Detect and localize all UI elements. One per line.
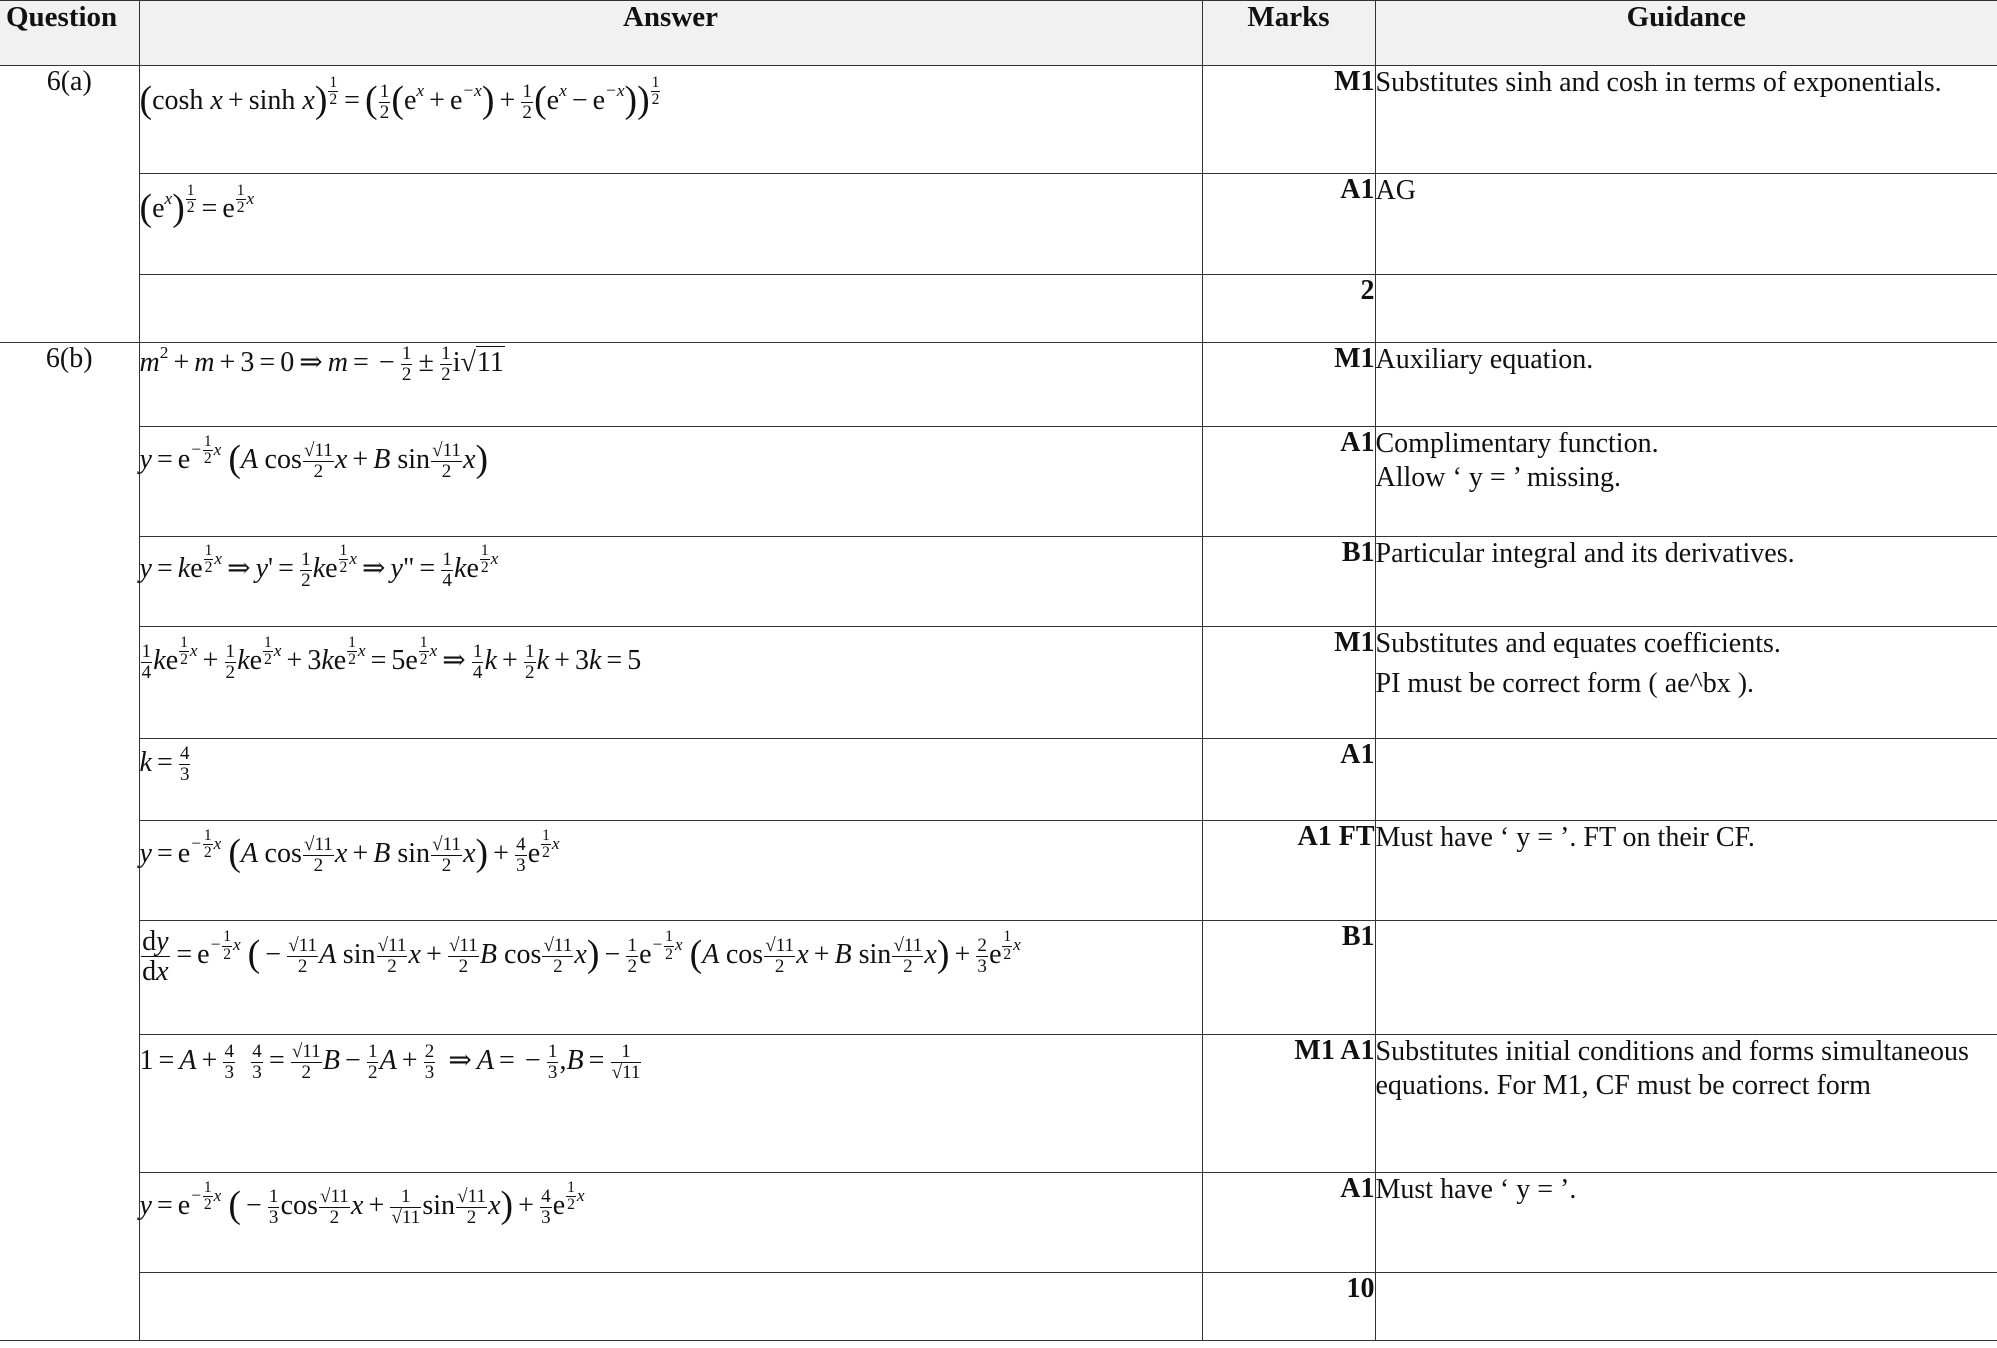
- mark-cell: A1: [1202, 1173, 1375, 1273]
- guidance-cell: [1375, 427, 1997, 537]
- question-label-6b: 6(b): [0, 343, 139, 1341]
- answer-cell: [139, 537, 1202, 627]
- answer-expression: (cosh x + sinh x) $^{\frac{1}{2}}$ = ( $\frac{1}{2}$ $(e^x + e^{-x})$ + $\frac{1}{2}$ $(e^x - e^{-x})$) $^{\frac{1}{2}}$: [139, 74, 660, 124]
- guidance-cell: [1375, 1173, 1997, 1273]
- answer-expression: $y = e^{- \frac{1}{2} x}$ (A cos $\frac{√11}{2}$ x + B sin $\frac{√11}{2}$ x) + $\frac{4}{3}$ e $^{\frac{1}{2} x}$: [139, 827, 560, 877]
- question-label-6a: 6(a): [0, 66, 139, 343]
- answer-cell: [139, 275, 1202, 343]
- guidance-cell: [1375, 537, 1997, 627]
- answer-cell: [139, 921, 1202, 1035]
- header-question: Question: [0, 1, 139, 66]
- guidance-text: PI must be correct form ( ae^bx ).: [1375, 668, 1755, 699]
- mark-cell: A1: [1202, 739, 1375, 821]
- table-row: [0, 1173, 1997, 1273]
- guidance-cell: [1375, 275, 1997, 343]
- answer-expression: $\frac{dy}{dx}$ = $e^{- \frac{1}{2} x}$ ( − $\frac{√11}{2}$ A sin $\frac{√11}{2}$ x + $\frac{√11}{2}$ B cos $\frac{√11}{2}$ x) − $\frac{1}{2}$ $e^{- \frac{1}{2} x}$ (A cos $\frac{√11}{2}$ x + B sin $\frac{√11}{2}$ x) + $\frac{2}{3}$ e $^{\frac{1}{2} x}$: [142, 926, 1021, 988]
- answer-expression: $m^2 + m + 3 = 0$ ⇒ m = − $\frac{1}{2}$ ± $\frac{1}{2}$ i√11: [139, 342, 504, 386]
- table-row: [0, 1273, 1997, 1341]
- answer-cell: [139, 821, 1202, 921]
- answer-cell: [139, 1173, 1202, 1273]
- guidance-cell: [1375, 66, 1997, 174]
- answer-expression: y = ke $^{\frac{1}{2} x}$ ⇒ y' = $\frac{1}{2}$ ke $^{\frac{1}{2} x}$ ⇒ y" = $\frac{1}{4}$ ke $^{\frac{1}{2} x}$: [139, 542, 499, 591]
- table-row: [0, 627, 1997, 739]
- answer-expression: $y = e^{- \frac{1}{2} x}$ ( − $\frac{1}{3}$ cos $\frac{√11}{2}$ x + $\frac{1}{√11}$ sin $\frac{√11}{2}$ x) + $\frac{4}{3}$ e $^{\frac{1}{2} x}$: [139, 1179, 585, 1229]
- answer-expression: k = $\frac{4}{3}$: [139, 743, 190, 786]
- guidance-text: Substitutes and equates coefficients.: [1375, 628, 1781, 659]
- guidance-text: AG: [1375, 175, 1416, 206]
- total-mark-cell: 10: [1202, 1273, 1375, 1341]
- guidance-cell: [1375, 343, 1997, 427]
- header-marks: Marks: [1202, 1, 1375, 66]
- answer-expression: $\frac{1}{4}$ ke $^{\frac{1}{2} x}$ + $\frac{1}{2}$ ke $^{\frac{1}{2} x}$ + 3ke $^{\frac{1}{2} x}$ = 5e $^{\frac{1}{2} x}$ ⇒ $\frac{1}{4}$ k + $\frac{1}{2}$ k + 3k = 5: [141, 634, 642, 683]
- mark-cell: A1: [1202, 427, 1375, 537]
- mark-cell: A1 FT: [1202, 821, 1375, 921]
- total-mark-cell: 2: [1202, 275, 1375, 343]
- table-row: [0, 921, 1997, 1035]
- mark-cell: M1 A1: [1202, 1035, 1375, 1173]
- answer-cell: [139, 627, 1202, 739]
- answer-cell: [139, 1035, 1202, 1173]
- answer-cell: [139, 427, 1202, 537]
- table-row: [0, 739, 1997, 821]
- answer-cell: [139, 1273, 1202, 1341]
- mark-cell: M1: [1202, 66, 1375, 174]
- guidance-text: Complimentary function.: [1375, 428, 1659, 459]
- answer-expression: $(e^x)$ $^{\frac{1}{2}}$ = e $^{\frac{1}{2} x}$: [139, 182, 255, 229]
- guidance-cell: [1375, 1273, 1997, 1341]
- table-row: [0, 343, 1997, 427]
- guidance-text: Auxiliary equation.: [1375, 344, 1594, 375]
- guidance-cell: [1375, 921, 1997, 1035]
- table-header-row: [0, 1, 1997, 66]
- guidance-text: Must have ‘ y = ’.: [1375, 1174, 1577, 1205]
- answer-cell: [139, 739, 1202, 821]
- mark-cell: M1: [1202, 627, 1375, 739]
- table-row: [0, 1035, 1997, 1173]
- mark-cell: M1: [1202, 343, 1375, 427]
- header-guidance: Guidance: [1375, 1, 1997, 66]
- answer-expression: 1 = A + $\frac{4}{3}$ $\frac{4}{3}$ = $\frac{√11}{2}$ B − $\frac{1}{2}$ A + $\frac{2}{3}$ ⇒ A = − $\frac{1}{3}$ ,B = $\frac{1}{√11}$: [139, 1041, 641, 1084]
- table-row: [0, 427, 1997, 537]
- guidance-cell: [1375, 174, 1997, 275]
- mark-cell: B1: [1202, 537, 1375, 627]
- header-answer: Answer: [139, 1, 1202, 66]
- table-row: [0, 821, 1997, 921]
- guidance-text: Substitutes sinh and cosh in terms of exponentials.: [1375, 67, 1942, 98]
- guidance-text: Particular integral and its derivatives.: [1375, 538, 1795, 569]
- table-row: [0, 275, 1997, 343]
- mark-cell: B1: [1202, 921, 1375, 1035]
- guidance-text: Allow ‘ y = ’ missing.: [1375, 462, 1621, 493]
- guidance-text: Must have ‘ y = ’. FT on their CF.: [1375, 822, 1755, 853]
- table-row: [0, 174, 1997, 275]
- guidance-text: Substitutes initial conditions and forms simultaneous equations. For M1, CF must be correct form: [1375, 1036, 1969, 1101]
- answer-cell: [139, 66, 1202, 174]
- guidance-cell: [1375, 627, 1997, 739]
- table-row: [0, 537, 1997, 627]
- answer-cell: [139, 174, 1202, 275]
- mark-cell: A1: [1202, 174, 1375, 275]
- guidance-cell: [1375, 1035, 1997, 1173]
- guidance-cell: [1375, 821, 1997, 921]
- answer-expression: $y = e^{- \frac{1}{2} x}$ (A cos $\frac{√11}{2}$ x + B sin $\frac{√11}{2}$ x): [139, 433, 489, 483]
- table-row: [0, 66, 1997, 174]
- answer-cell: [139, 343, 1202, 427]
- guidance-cell: [1375, 739, 1997, 821]
